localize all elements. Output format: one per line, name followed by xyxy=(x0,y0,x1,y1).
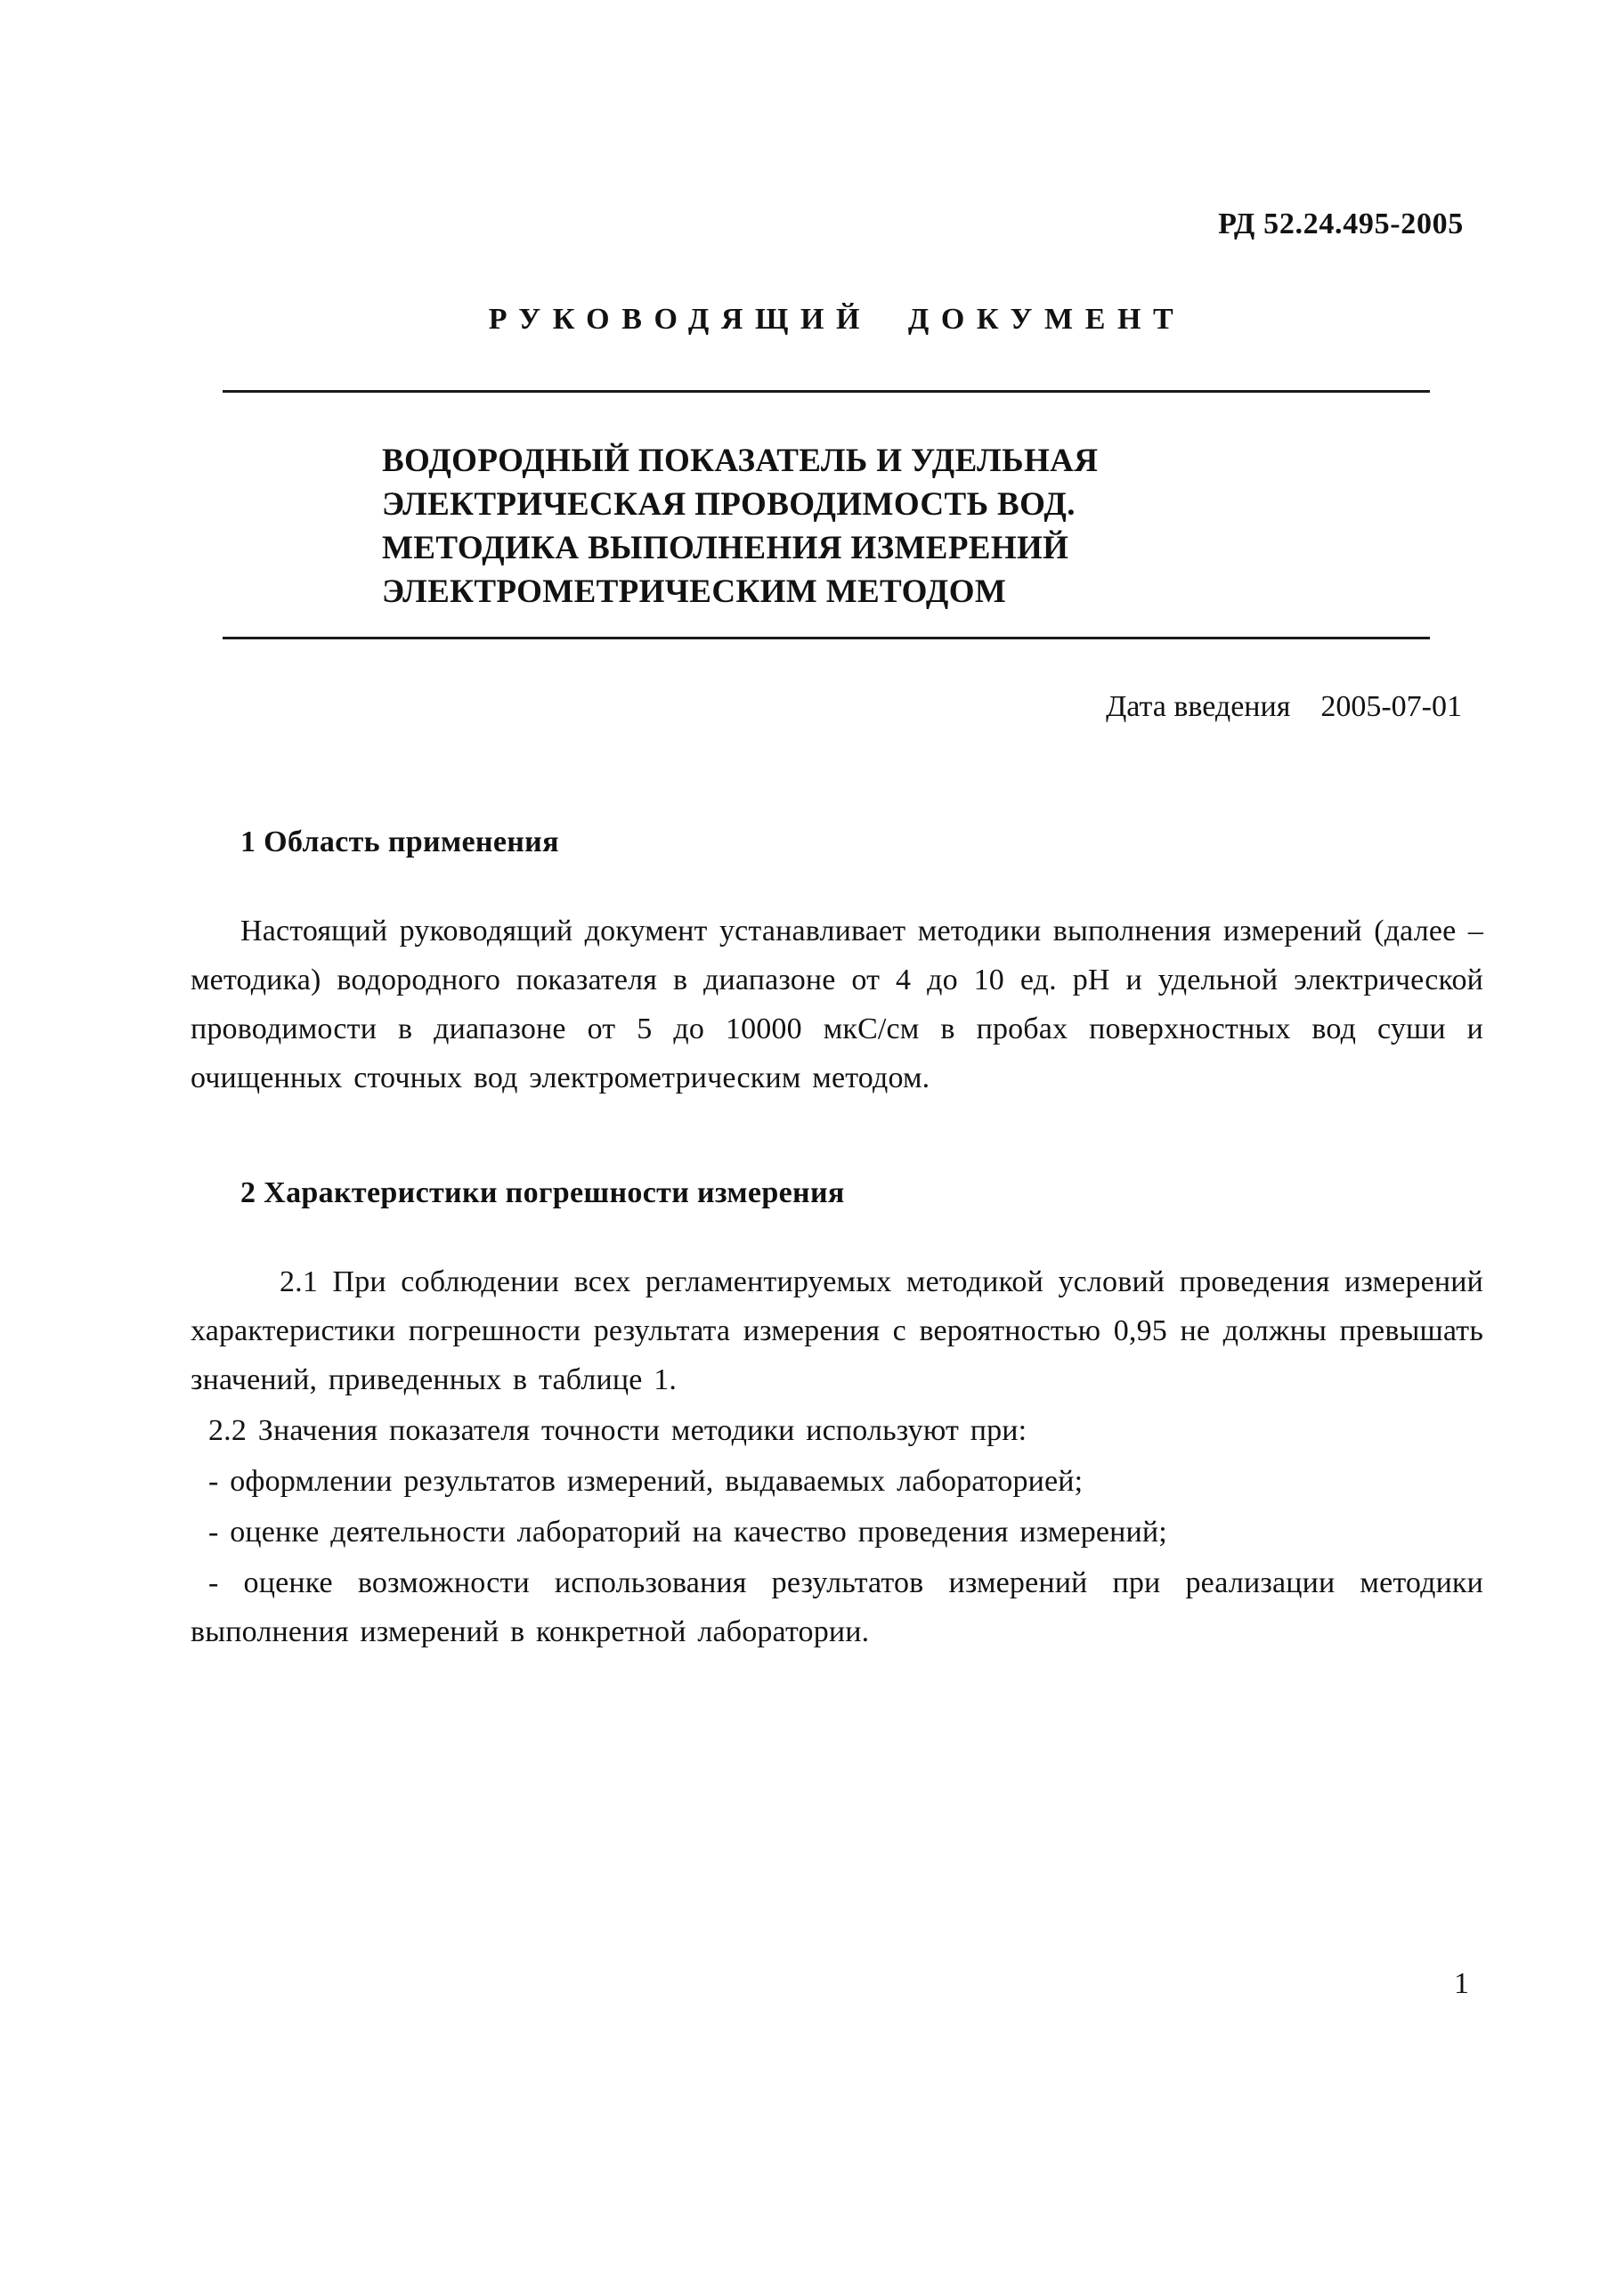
effective-date-line xyxy=(191,686,1483,728)
title-line: ВОДОРОДНЫЙ ПОКАЗАТЕЛЬ И УДЕЛЬНАЯ xyxy=(382,442,1099,479)
page-number: 1 xyxy=(1454,1967,1469,2000)
paragraph: Настоящий руководящий документ устанавливает методики выполнения измерений (далее – методика) водородного показателя в диапазоне от 4 до 10 ед. рН и удельной электрической проводимости в диапазоне от 5 до 10000 мкС/см в пробах поверхностных вод суши и очищенных сточных вод электрометрическим методом. xyxy=(191,914,1483,1094)
paragraph: 2.1 При соблюдении всех регламентируемых методикой условий проведения измерений характеристики погрешности результата измерения с вероятностью 0,95 не должны превышать значений, приведенных в таблице 1. xyxy=(191,1265,1483,1396)
list-item: - оценке возможности использования результатов измерений при реализации методики выполнения измерений в конкретной лаборатории. xyxy=(191,1565,1483,1649)
title-line: МЕТОДИКА ВЫПОЛНЕНИЯ ИЗМЕРЕНИЙ xyxy=(382,530,1069,566)
effective-date-label: Дата введения xyxy=(1106,690,1291,724)
section-scope xyxy=(191,821,1483,1102)
horizontal-rule-top xyxy=(223,390,1430,393)
doc-code: РД 52.24.495-2005 xyxy=(1218,207,1464,240)
section-heading-scope: 1 Область применения xyxy=(240,825,559,858)
effective-date-value: 2005-07-01 xyxy=(1320,690,1462,724)
title-line: ЭЛЕКТРОМЕТРИЧЕСКИМ МЕТОДОМ xyxy=(382,573,1007,611)
list-item: - оформлении результатов измерений, выдаваемых лабораторией; xyxy=(208,1464,1084,1498)
horizontal-rule-under-title xyxy=(223,637,1430,639)
title-line: ЭЛЕКТРИЧЕСКАЯ ПРОВОДИМОСТЬ ВОД. xyxy=(382,485,1076,523)
doc-type-heading: РУКОВОДЯЩИЙ ДОКУМЕНТ xyxy=(488,302,1186,336)
document-title xyxy=(382,439,1483,614)
section-heading-error-characteristics: 2 Характеристики погрешности измерения xyxy=(240,1175,845,1209)
paragraph: 2.2 Значения показателя точности методики используют при: xyxy=(208,1413,1027,1447)
list-item: - оценке деятельности лабораторий на качество проведения измерений; xyxy=(208,1515,1167,1549)
section-error-characteristics xyxy=(191,1172,1483,1656)
